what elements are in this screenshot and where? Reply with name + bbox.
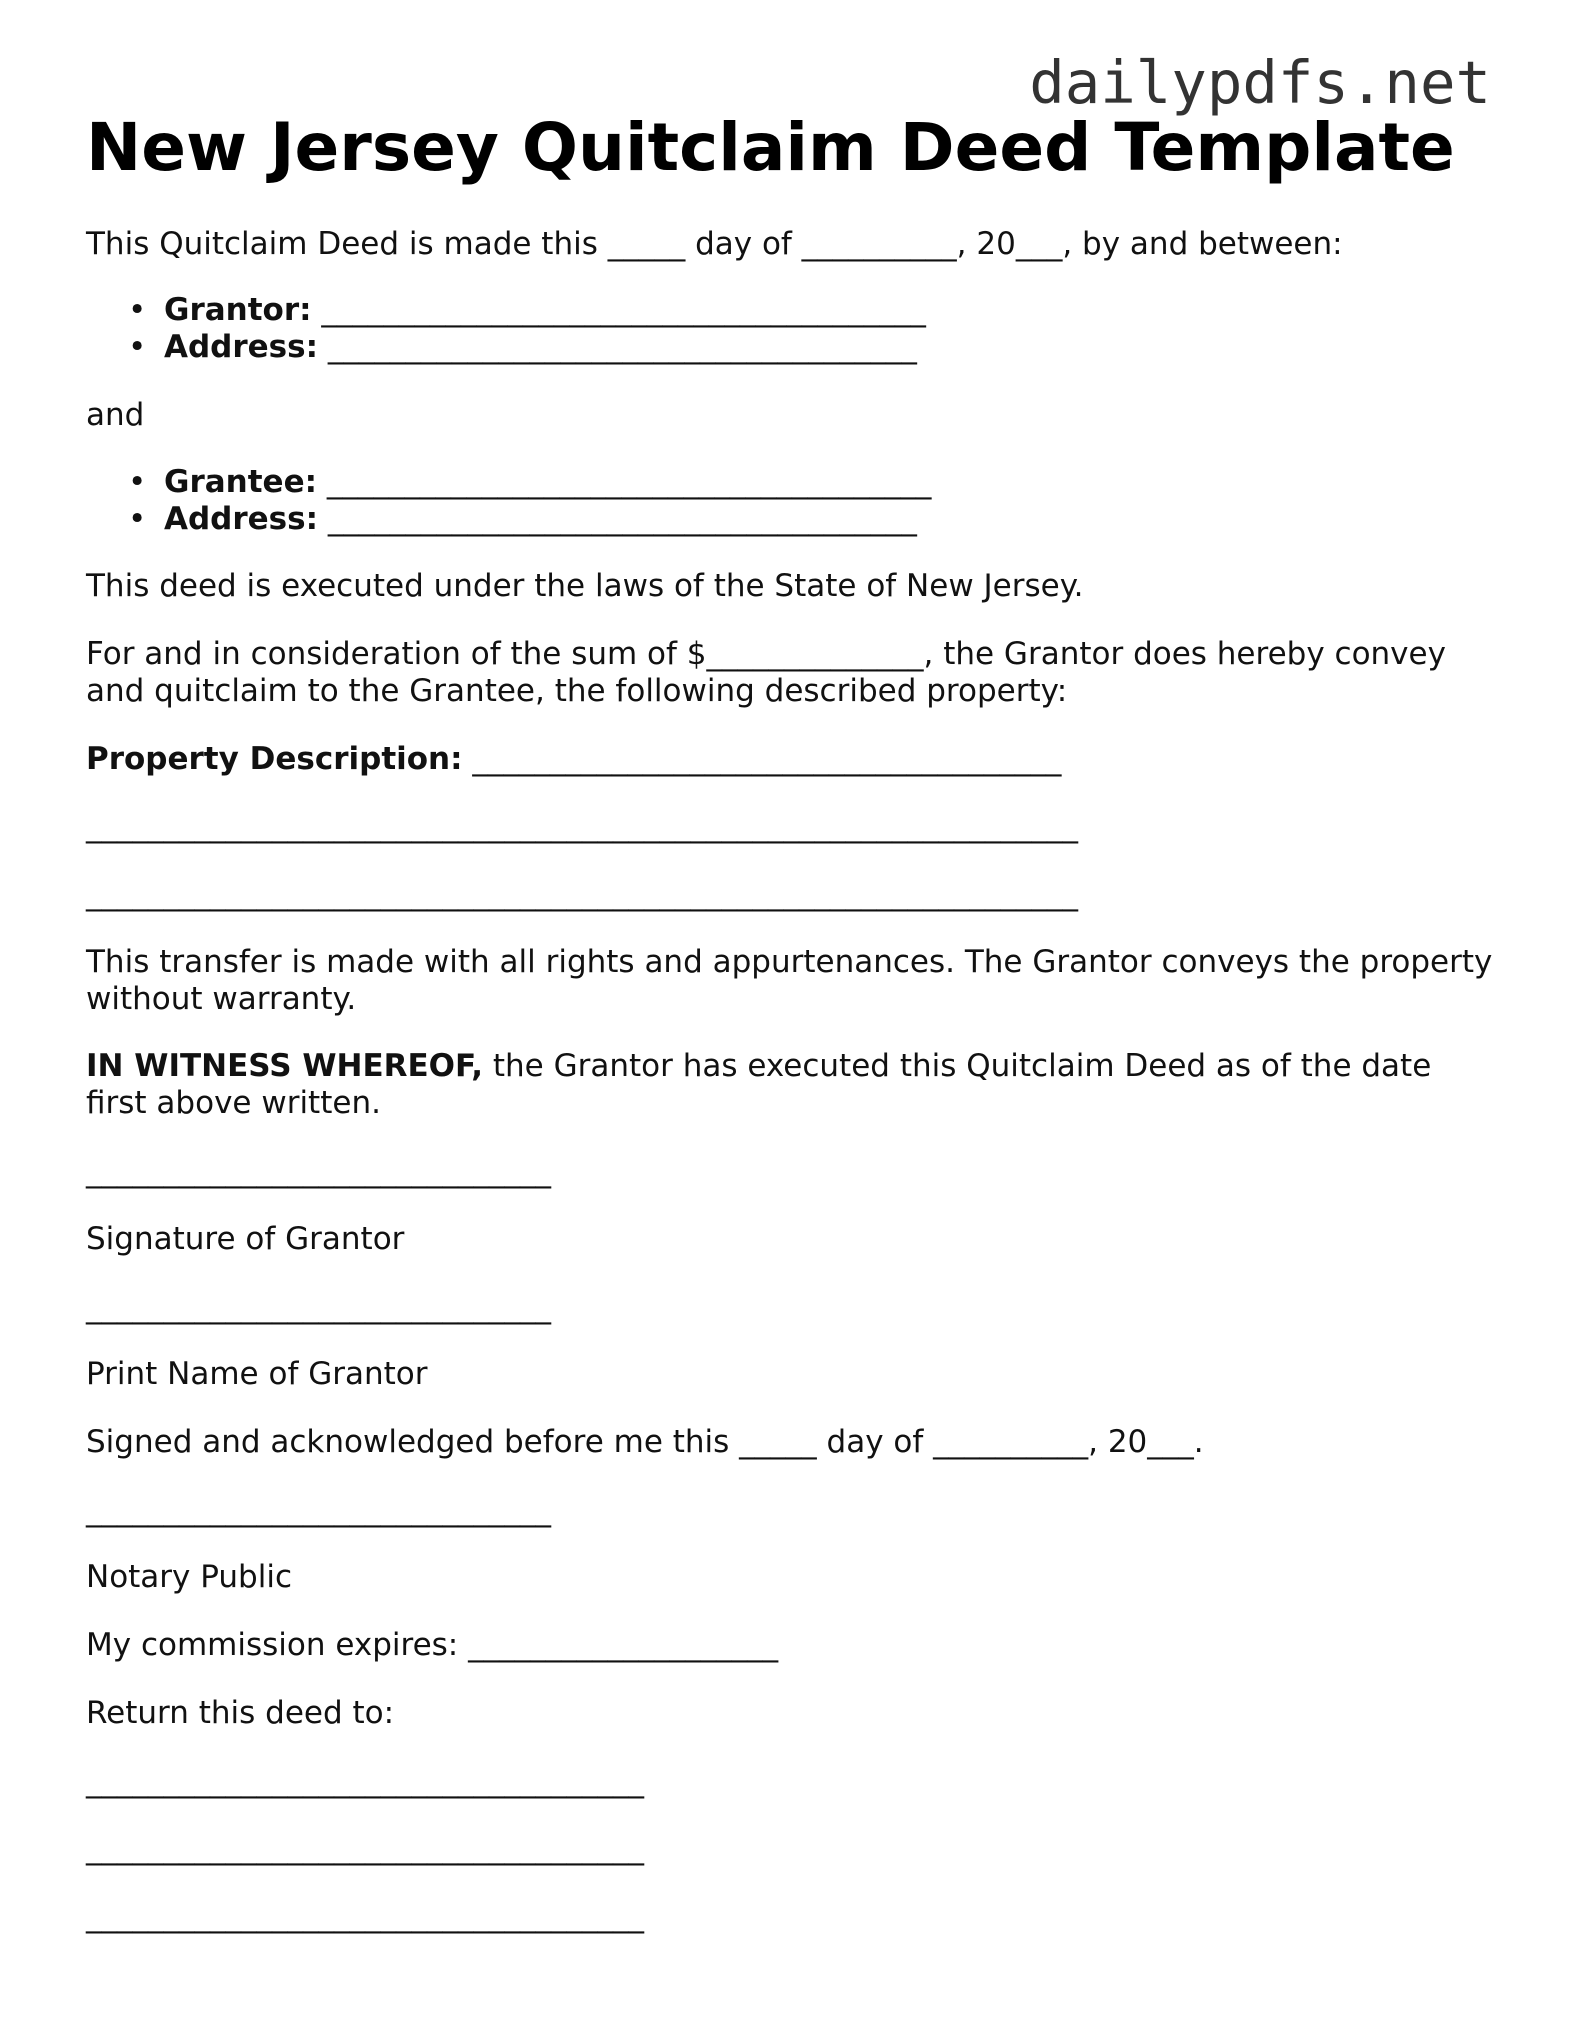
print-name-label: Print Name of Grantor bbox=[86, 1356, 428, 1392]
property-extra-line-2: ________________________________________________________________ bbox=[86, 876, 1078, 912]
bullet-icon: • bbox=[128, 501, 147, 537]
print-name-line: ______________________________ bbox=[86, 1289, 551, 1325]
transfer-line-2: without warranty. bbox=[86, 981, 357, 1017]
return-line-1: ____________________________________ bbox=[86, 1763, 644, 1799]
consideration-line-1: For and in consideration of the sum of $______________, the Grantor does hereby convey bbox=[86, 636, 1446, 672]
grantee-address-blank: ______________________________________ bbox=[318, 501, 917, 537]
grantor-address-label: Address: bbox=[164, 329, 318, 365]
return-line-3: ____________________________________ bbox=[86, 1898, 644, 1934]
transfer-line-1: This transfer is made with all rights and appurtenances. The Grantor conveys the property bbox=[86, 944, 1493, 980]
acknowledged-text: Signed and acknowledged before me this _____ day of __________, 20___. bbox=[86, 1424, 1204, 1460]
grantee-label: Grantee: bbox=[164, 464, 317, 500]
grantor-label: Grantor: bbox=[164, 292, 312, 328]
property-extra-line-1: ________________________________________________________________ bbox=[86, 808, 1078, 844]
grantee-blank: _______________________________________ bbox=[317, 464, 932, 500]
property-blank: ______________________________________ bbox=[462, 741, 1062, 777]
page-title: New Jersey Quitclaim Deed Template bbox=[86, 109, 1455, 186]
watermark: dailypdfs.net bbox=[1029, 48, 1491, 117]
notary-line: ______________________________ bbox=[86, 1492, 551, 1528]
laws-text: This deed is executed under the laws of the State of New Jersey. bbox=[86, 568, 1084, 604]
grantor-blank: _______________________________________ bbox=[311, 292, 926, 328]
consideration-line-2: and quitclaim to the Grantee, the following described property: bbox=[86, 673, 1068, 709]
commission-text: My commission expires: ____________________ bbox=[86, 1627, 779, 1663]
signature-line: ______________________________ bbox=[86, 1153, 551, 1189]
signature-label: Signature of Grantor bbox=[86, 1221, 405, 1257]
grantor-address-blank: ______________________________________ bbox=[318, 329, 917, 365]
return-label: Return this deed to: bbox=[86, 1695, 395, 1731]
property-description bbox=[86, 741, 1061, 778]
and-text: and bbox=[86, 397, 145, 433]
grantee-address-label: Address: bbox=[164, 501, 318, 537]
notary-label: Notary Public bbox=[86, 1559, 292, 1595]
witness-bold: IN WITNESS WHEREOF, bbox=[86, 1048, 484, 1084]
bullet-icon: • bbox=[128, 292, 147, 328]
return-line-2: ____________________________________ bbox=[86, 1830, 644, 1866]
witness-rest: the Grantor has executed this Quitclaim Deed as of the date bbox=[483, 1048, 1432, 1084]
property-label: Property Description: bbox=[86, 741, 463, 777]
witness-line-1 bbox=[86, 1048, 1431, 1085]
intro-text: This Quitclaim Deed is made this _____ day of __________, 20___, by and between: bbox=[86, 226, 1343, 262]
witness-line-2: first above written. bbox=[86, 1085, 381, 1121]
bullet-icon: • bbox=[128, 464, 147, 500]
bullet-icon: • bbox=[128, 329, 147, 365]
